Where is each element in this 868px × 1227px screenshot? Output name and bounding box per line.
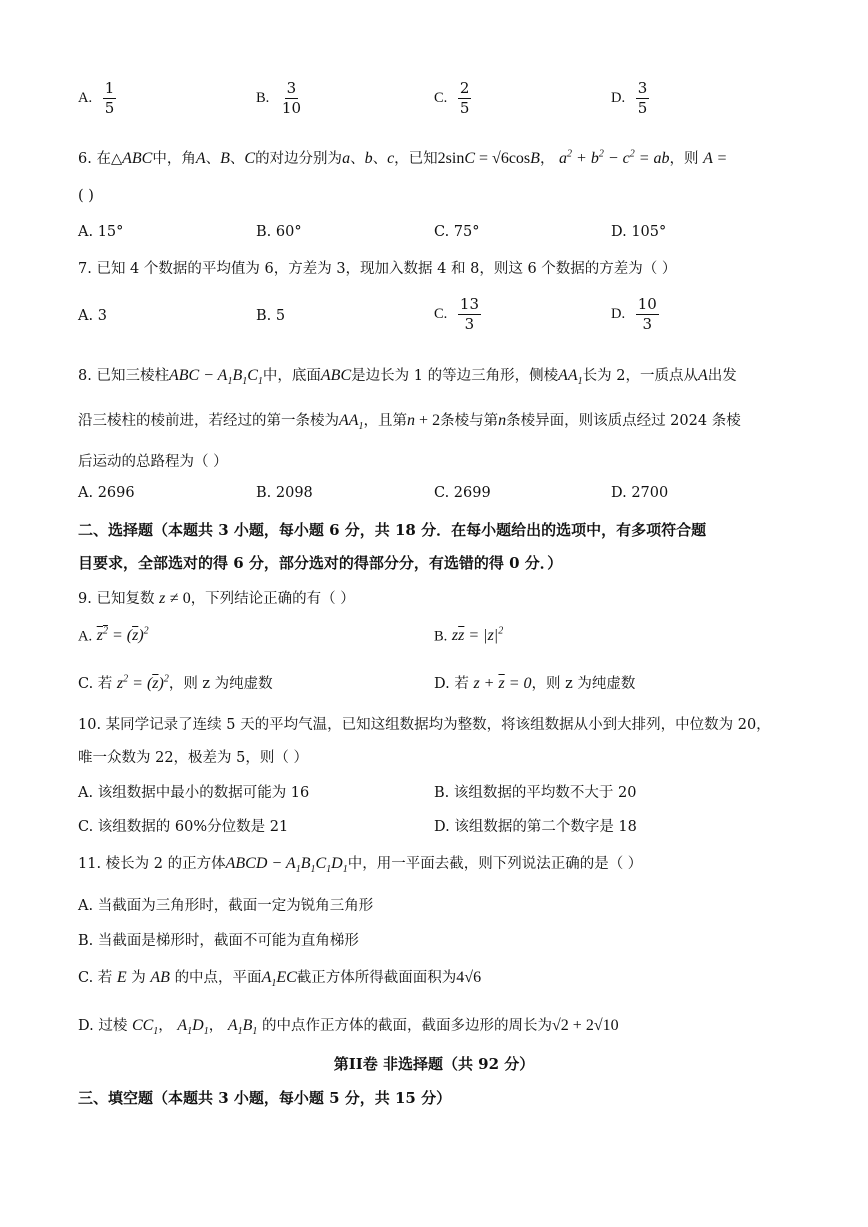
math: ABC — [320, 367, 352, 384]
math: $AA_1$ — [339, 412, 364, 433]
q10-line1: 10. 某同学记录了连续 5 天的平均气温，已知这组数据均为整数，将该组数据从小到大排列，中位数为 20， — [78, 717, 771, 733]
math: = — [717, 150, 727, 167]
text: 出发 — [707, 368, 737, 384]
q8-option-c: C. 2699 — [434, 485, 491, 501]
text: D. 过棱 — [78, 1018, 128, 1034]
q9-option-b — [434, 626, 503, 645]
math: 4√6 — [456, 969, 482, 986]
math: + 2 — [415, 412, 441, 429]
option-label: B. — [256, 90, 270, 106]
q10-option-d: D. 该组数据的第二个数字是 18 — [434, 819, 637, 835]
text: 中，底面 — [262, 368, 321, 384]
q9-option-c — [78, 672, 273, 693]
math: AB — [150, 969, 170, 986]
q6-paren: ( ) — [78, 188, 94, 204]
math: a — [342, 150, 351, 167]
math: ABCD − $A_1B_1C_1D_1$ — [225, 855, 348, 876]
text: ，则 — [669, 151, 699, 167]
section3-heading: 三、填空题（本题共 3 小题，每小题 5 分，共 15 分） — [78, 1089, 452, 1107]
numerator: 2 — [459, 79, 470, 97]
text: 中，用一平面去截，则下列说法正确的是（ ） — [347, 856, 643, 872]
text: 8. 已知三棱柱 — [78, 368, 169, 384]
fraction — [280, 80, 303, 116]
section2-heading-line1: 二、选择题（本题共 3 小题，每小题 6 分，共 18 分．在每小题给出的选项中，有多项符合题 — [78, 521, 707, 539]
math: ABC — [122, 150, 153, 167]
numerator: 1 — [104, 79, 115, 97]
text: 截正方体所得截面面积为 — [296, 970, 457, 986]
q8-option-d: D. 2700 — [611, 485, 669, 501]
q10-option-a: A. 该组数据中最小的数据可能为 16 — [78, 785, 310, 801]
math: $z^2 = (\overline{z})^2$ — [116, 673, 169, 692]
text: 条棱异面，则该质点经过 2024 条棱 — [506, 413, 741, 429]
q8-option-b: B. 2098 — [256, 485, 313, 501]
text: 的对边分别为 — [255, 151, 343, 167]
numerator: 10 — [637, 295, 657, 313]
option-label: D. — [611, 306, 626, 322]
text: ，则 z 为纯虚数 — [168, 676, 273, 692]
q7-option-c — [434, 296, 481, 332]
math: b — [364, 150, 373, 167]
denominator: 5 — [459, 98, 470, 117]
fraction — [636, 296, 659, 332]
numerator: 13 — [459, 295, 479, 313]
q8-option-a: A. 2696 — [78, 485, 135, 501]
option-label: B. — [434, 628, 448, 645]
q5-option-d — [611, 80, 649, 116]
q11-option-b: B. 当截面是梯形时，截面不可能为直角梯形 — [78, 933, 359, 949]
denominator: 3 — [642, 314, 653, 333]
q5-option-a — [78, 80, 116, 116]
fraction — [458, 296, 481, 332]
math: $CC_1$ — [131, 1017, 159, 1038]
text: 为 — [131, 970, 146, 986]
math: C — [244, 150, 256, 167]
q9-stem — [78, 587, 355, 608]
numerator: 3 — [286, 79, 297, 97]
math: ≠ 0 — [169, 590, 191, 607]
q10-line2: 唯一众数为 22，极差为 5，则（ ） — [78, 750, 309, 766]
fraction — [636, 80, 650, 116]
option-label: C. — [434, 90, 448, 106]
text: ，下列结论正确的有（ ） — [190, 591, 355, 607]
denominator: 10 — [281, 98, 301, 117]
section2-heading-line2: 目要求，全部选对的得 6 分，部分选对的得部分分，有选错的得 0 分．） — [78, 554, 563, 572]
math: z — [159, 590, 166, 607]
q7-option-a: A. 3 — [78, 308, 107, 324]
q6-option-c: C. 75° — [434, 224, 480, 240]
q10-option-c: C. 该组数据的 60%分位数是 21 — [78, 819, 289, 835]
q7-option-b: B. 5 — [256, 308, 286, 324]
text: ，则 z 为纯虚数 — [531, 676, 636, 692]
q5-option-b — [256, 80, 303, 116]
text: ， — [208, 1018, 224, 1034]
numerator: 3 — [637, 79, 648, 97]
math: ABC − $A_1B_1C_1$ — [168, 367, 263, 388]
math: A — [697, 367, 708, 384]
denominator: 3 — [464, 314, 475, 333]
math: $A_1B_1$ — [227, 1017, 258, 1038]
denominator: 5 — [637, 98, 648, 117]
math: n — [407, 412, 416, 429]
math: $A_1D_1$ — [177, 1017, 209, 1038]
text: 中，角 — [152, 151, 196, 167]
text: 条棱与第 — [440, 413, 499, 429]
math: $A_1EC$ — [261, 969, 297, 990]
text: 沿三棱柱的棱前进，若经过的第一条棱为 — [78, 413, 339, 429]
denominator: 5 — [104, 98, 115, 117]
math: $AA_1$ — [558, 367, 583, 388]
q11-option-d — [78, 1014, 619, 1037]
text: ，且第 — [363, 413, 408, 429]
text: 是边长为 1 的等边三角形，侧棱 — [351, 368, 559, 384]
q11-option-c — [78, 966, 481, 989]
fraction — [103, 80, 117, 116]
text: 6. 在△ — [78, 151, 123, 167]
q9-option-d — [434, 672, 635, 693]
math: $z\overline{z} = |z|^2$ — [451, 626, 504, 645]
q8-line2 — [78, 409, 741, 432]
q10-option-b: B. 该组数据的平均数不大于 20 — [434, 785, 637, 801]
q9-option-a — [78, 626, 149, 645]
math: √2 + 2√10 — [552, 1017, 619, 1034]
math: A — [195, 150, 206, 167]
q6-stem: 6. 在△ABC中，角A、B、C的对边分别为a、b、c，已知2sinC = √6cosB， $a^2 + b^2 - c^2$ = ab，则 A = — [78, 148, 727, 167]
q6-option-b: B. 60° — [256, 224, 302, 240]
option-label: D. — [611, 90, 626, 106]
text: 9. 已知复数 — [78, 591, 155, 607]
text: ，已知 — [394, 151, 438, 167]
text: ， — [158, 1018, 173, 1034]
q6-option-a: A. 15° — [78, 224, 124, 240]
text: 的中点作正方体的截面，截面多边形的周长为 — [262, 1018, 553, 1034]
math: $z + \overline{z} = 0$ — [473, 675, 532, 692]
q7-option-d — [611, 296, 659, 332]
text: 长为 2，一质点从 — [582, 368, 698, 384]
text: C. 若 — [78, 970, 113, 986]
part2-title: 第II卷 非选择题（共 92 分） — [333, 1055, 535, 1073]
option-label: D. 若 — [434, 676, 469, 692]
q11-option-a: A. 当截面为三角形时，截面一定为锐角三角形 — [78, 898, 374, 914]
math: 2sinC = √6cosB — [437, 150, 540, 167]
math: A — [703, 150, 713, 167]
option-label: A. — [78, 90, 93, 106]
math: $a^2 + b^2 - c^2$ = ab — [559, 148, 670, 167]
text: 的中点，平面 — [174, 970, 262, 986]
fraction — [458, 80, 472, 116]
text: ， — [539, 151, 555, 167]
q8-line1 — [78, 364, 737, 387]
option-label: C. — [434, 306, 448, 322]
math: n — [498, 412, 507, 429]
q5-option-c — [434, 80, 471, 116]
math: c — [387, 150, 395, 167]
q8-line3: 后运动的总路程为（ ） — [78, 454, 228, 470]
q6-option-d: D. 105° — [611, 224, 667, 240]
q7-stem: 7. 已知 4 个数据的平均值为 6，方差为 3，现加入数据 4 和 8，则这 6 个数据的方差为（ ） — [78, 261, 677, 277]
math: E — [116, 969, 127, 986]
math: B — [220, 150, 230, 167]
text: 11. 棱长为 2 的正方体 — [78, 856, 226, 872]
math: $z^2 = (\overline{z})^2$ — [96, 626, 149, 645]
option-label: A. — [78, 628, 93, 645]
q11-stem — [78, 852, 642, 875]
option-label: C. 若 — [78, 676, 113, 692]
